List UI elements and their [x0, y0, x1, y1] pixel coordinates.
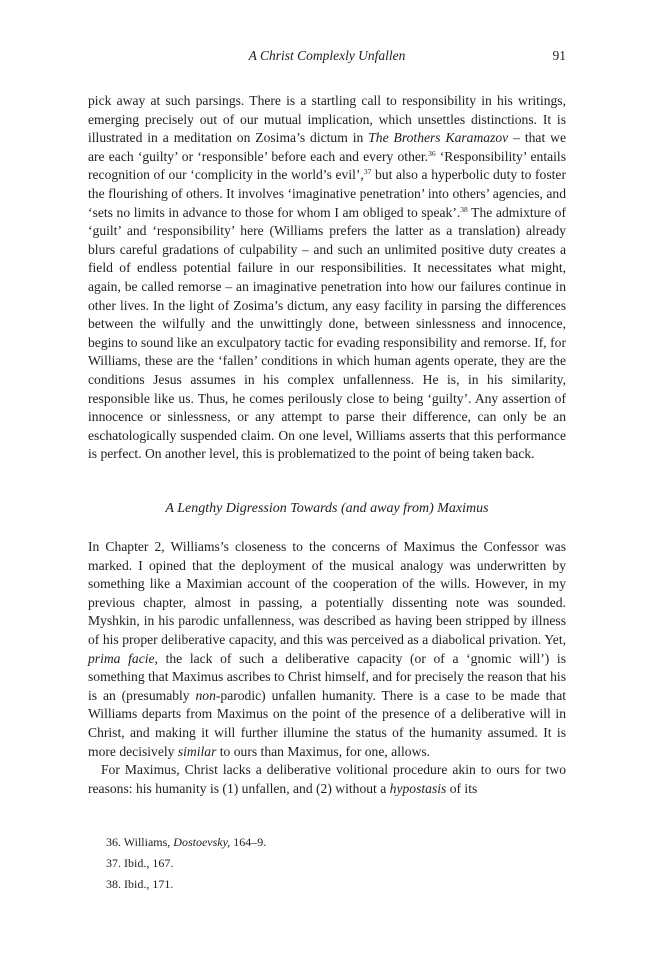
- text-run: of its: [446, 780, 478, 796]
- body-paragraph: [88, 761, 566, 798]
- italic-word: non: [195, 687, 216, 703]
- text-run: but also a hyperbolic duty to foster the flourishing of others. It involves ‘imaginative penetration’ into others’ agencies, and ‘sets no limits in advance to those for whom I am obliged to speak’.: [88, 167, 566, 220]
- body-paragraph: [88, 538, 566, 761]
- footnote-book-title: Dostoevsky,: [173, 835, 231, 849]
- footnote-ref-37: 37: [363, 167, 372, 177]
- text-run: In Chapter 2, Williams’s closeness to the concerns of Maximus the Confessor was marked. I opined that the deployment of the musical analogy was underwritten by something like a Maximian account of the cooperation of the wills. However, in my previous chapter, almost in passing, a potentially dissenting note was sounded. Myshkin, in his parodic unfallenness, was described as having been stripped by illness of his proper deliberative capacity, and this was perceived as a diabolical privation. Yet,: [88, 539, 566, 647]
- footnote-38: 38. Ibid., 171.: [106, 877, 174, 891]
- footnotes: [106, 832, 566, 895]
- body-paragraph: [88, 92, 566, 464]
- italic-word: hypostasis: [389, 780, 447, 796]
- page-number: 91: [552, 48, 566, 63]
- body-text-top: [88, 92, 566, 464]
- footnote-ref-36: 36: [428, 148, 436, 158]
- text-run: The admixture of ‘guilt’ and ‘responsibility’ here (Williams prefers the latter as a translation) already blurs careful gradations of culpability – and such an unlimited positive duty creates a field of endless potential failure in our responsibilities. It necessitates what might, again, be called remorse – an imaginative penetration into how our failures continue in other lives. In the light of Zosima’s dictum, any easy facility in parsing the differences between the wilfully and the unwittingly done, between sinlessness and innocence, begins to sound like an exculpatory tactic for evading responsibility and remorse. If, for Williams, these are the ‘fallen’ conditions in which human agents operate, they are the conditions Jesus assumes in his complex unfallenness. He is, in his similarity, responsible like us. Thus, he comes perilously close to being ‘guilty’. Any assertion of innocence or sinlessness, or any attempt to parse their difference, can only be an eschatologically suspended claim. On one level, Williams asserts that this performance is perfect. On another level, this is problematized to the point of being taken back.: [88, 204, 566, 462]
- text-run: For Maximus, Christ lacks a deliberative volitional procedure akin to ours for two reasons: his humanity is (1) unfallen, and (2) without a: [88, 762, 566, 796]
- text-run: ‘Responsibility’ entails recognition of our ‘complicity in the world’s evil’,: [88, 148, 566, 183]
- footnote-37: 37. Ibid., 167.: [106, 856, 174, 870]
- text-run: pick away at such parsings. There is a startling call to responsibility in his writings, emerging precisely out of our mutual implication, which unsettles distinctions. It is illustrated in a meditation on Zosima’s dictum in: [88, 93, 566, 146]
- running-title: A Christ Complexly Unfallen: [248, 48, 406, 63]
- italic-phrase: prima facie,: [88, 650, 158, 666]
- footnote-36: [106, 832, 566, 853]
- italic-word: similar: [177, 743, 217, 759]
- footnote-text: 164–9.: [230, 835, 267, 849]
- footnote-text: 36. Williams,: [106, 835, 174, 849]
- text-run: – that we are each ‘guilty’ or ‘responsible’ before each and every other.: [88, 130, 567, 164]
- text-run: the lack of such a deliberative capacity (or of a ‘gnomic will’) is something that Maximus ascribes to Christ himself, and for precisely the reason that his is an (presumably: [88, 650, 566, 703]
- running-head: [88, 48, 566, 66]
- text-run: -parodic) unfallen humanity. There is a case to be made that Williams departs from Maximus on the point of the presence of a deliberative will in Christ, and making it will further illumine the status of the humanity assumed. It is more decisively: [88, 687, 567, 759]
- text-run: to ours than Maximus, for one, allows.: [216, 743, 431, 759]
- section-heading: A Lengthy Digression Towards (and away from) Maximus: [165, 501, 489, 516]
- book-title: The Brothers Karamazov: [368, 130, 509, 146]
- footnote-ref-38: 38: [460, 204, 468, 214]
- body-text-bottom: [88, 538, 566, 798]
